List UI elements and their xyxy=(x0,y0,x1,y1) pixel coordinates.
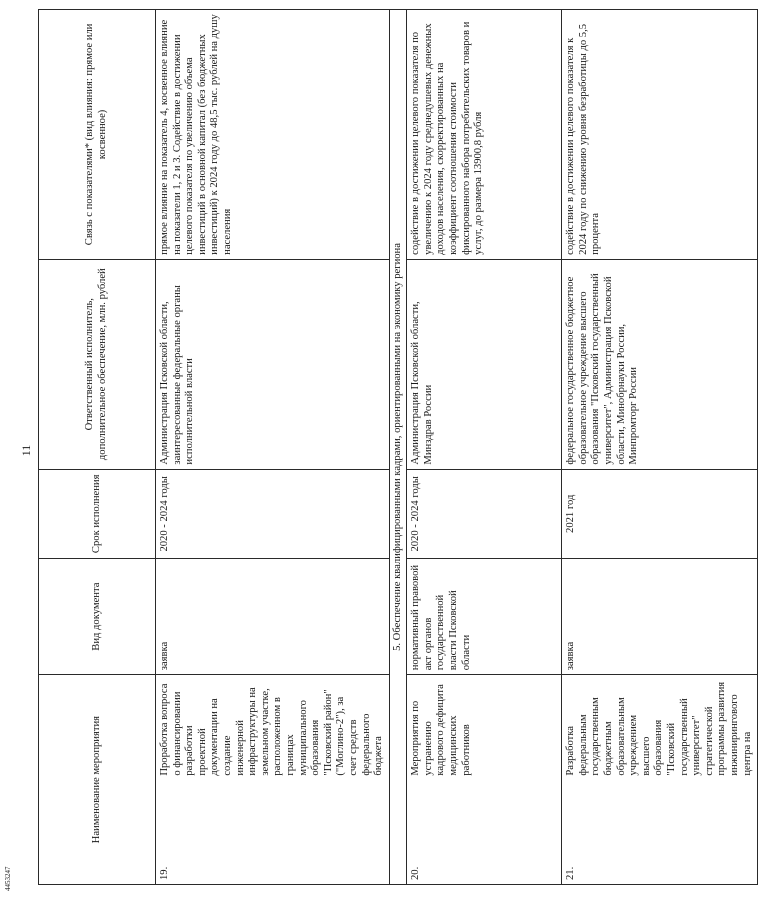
header-deadline: Срок исполнения xyxy=(39,469,156,559)
row-deadline: 2020 - 2024 годы xyxy=(407,469,562,559)
page-number: 11 xyxy=(19,444,33,457)
row-executor: Администрация Псковской области, Минздрав России xyxy=(407,259,562,469)
header-link: Связь с показателями* (вид влияния: прямое или косвенное) xyxy=(39,10,156,260)
row-executor: Администрация Псковской области, заинтересованные федеральные органы исполнительной власти xyxy=(156,259,390,469)
row-link: содействие в достижении целевого показателя к 2024 году по снижению уровня безработицы до 5,5 процента xyxy=(562,10,758,260)
header-executor: Ответственный исполнитель, дополнительное обеспечение, млн. рублей xyxy=(39,259,156,469)
table-header-row xyxy=(39,10,156,885)
section-title: 5. Обеспечение квалифицированными кадрами, ориентированными на экономику региона xyxy=(389,10,407,885)
document-code-text: 4453247 xyxy=(4,866,12,891)
row-doc-type: нормативный правовой акт органов государственной власти Псковской области xyxy=(407,559,562,675)
measures-table xyxy=(38,9,758,885)
row-executor: федеральное государственное бюджетное образовательное учреждение высшего образования "Псковский государственный университет", Администрация Псковской области, Минобрнауки России, Минпромторг России xyxy=(562,259,758,469)
row-deadline: 2020 - 2024 годы xyxy=(156,469,390,559)
section-row xyxy=(389,10,407,885)
row-number: 19. xyxy=(156,780,390,885)
header-name: Наименование мероприятия xyxy=(39,675,156,885)
row-doc-type: заявка xyxy=(562,559,758,675)
row-number: 20. xyxy=(407,780,562,885)
table-row xyxy=(407,10,562,885)
row-number: 21. xyxy=(562,780,758,885)
row-name: Мероприятия по устранению кадрового дефицита медицинских работников xyxy=(407,675,562,780)
row-name: Проработка вопроса о финансировании разработки проектной документации на создание инженерной инфраструктуры на земельном участке, расположенном в границах муниципального образования "Псковский район" ("Моглино-2"), за счет средств федерального бюджета xyxy=(156,675,390,780)
row-deadline: 2021 год xyxy=(562,469,758,559)
row-link: содействие в достижении целевого показателя по увеличению к 2024 году среднедушевых денежных доходов населения, скорректированных на коэффициент соотношения стоимости фиксированного набора потребительских товаров и услуг, до размера 13900,8 рубля xyxy=(407,10,562,260)
rotated-page xyxy=(16,8,753,893)
row-link: прямое влияние на показатель 4, косвенное влияние на показатели 1, 2 и 3. Содействие в достижении целевого показателя по увеличению объема инвестиций в основной капитал (без бюджетных инвестиций) к 2024 году до 48,5 тыс. рублей на душу населения xyxy=(156,10,390,260)
table-row xyxy=(562,10,758,885)
table-row xyxy=(156,10,390,885)
row-doc-type: заявка xyxy=(156,559,390,675)
header-doc-type: Вид документа xyxy=(39,559,156,675)
row-name: Разработка федеральным государственным бюджетным образовательным учреждением высшего образования "Псковский государственный университет" стратегической программы развития инжинирингового центра на xyxy=(562,675,758,780)
